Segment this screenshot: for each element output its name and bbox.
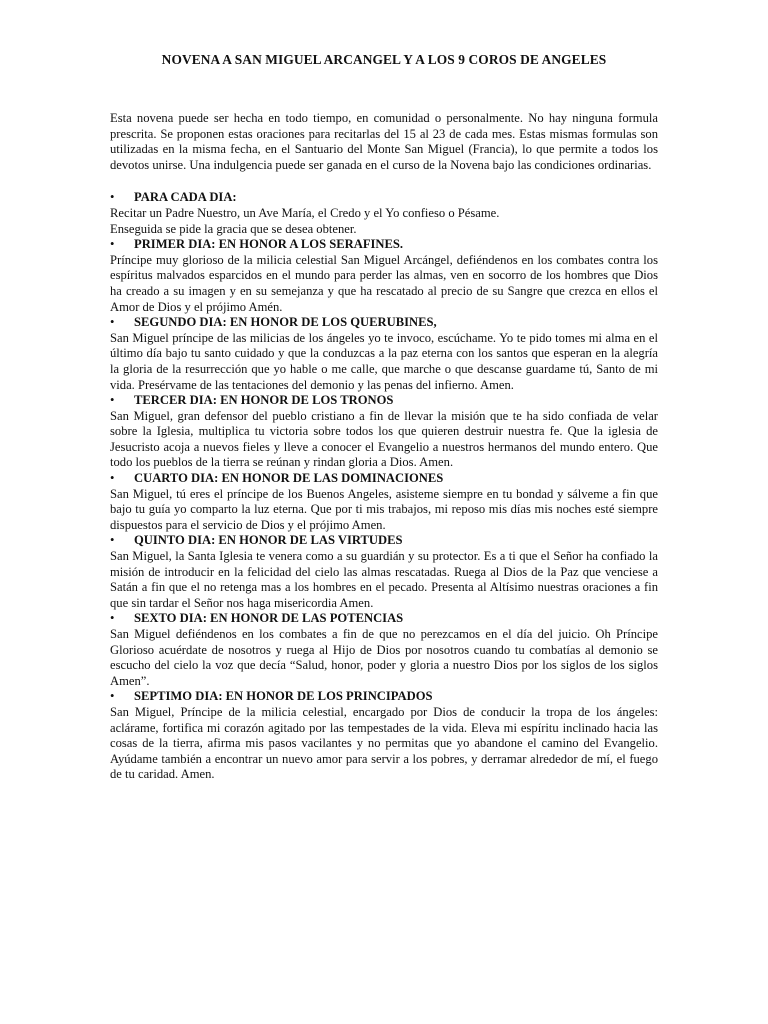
bullet-icon: •	[110, 237, 115, 252]
bullet-icon: •	[110, 533, 115, 548]
section-body: San Miguel, tú eres el príncipe de los Buenos Angeles, asisteme siempre en tu bondad y sálveme a fin que bajo tu guía yo comparto la luz eterna. Que por ti mis trabajos, mi reposo mis días mis noches esté siempre dispuestos para el servicio de Dios y el prójimo Amen.	[110, 486, 658, 532]
section-heading	[110, 393, 658, 409]
section-body: San Miguel, gran defensor del pueblo cristiano a fin de llevar la misión que te ha sido confiada de velar sobre la Iglesia, multiplica tu victoria sobre todos los que quieren destruir nuestra fe. Que la iglesia de Jesucristo acoja a nuevos fieles y lleve a conocer el Evangelio a nuestros hermanos del mundo entero. Que todo los pueblos de la tierra se reúnan y rindan gloria a Dios. Amen.	[110, 408, 658, 470]
section-heading-text: SEXTO DIA: EN HONOR DE LAS POTENCIAS	[134, 611, 404, 626]
section-tercer-dia	[110, 393, 658, 471]
bullet-icon: •	[110, 611, 115, 626]
section-heading	[110, 315, 658, 331]
section-heading-text: SEGUNDO DIA: EN HONOR DE LOS QUERUBINES,	[134, 315, 437, 330]
section-line: Recitar un Padre Nuestro, un Ave María, el Credo y el Yo confieso o Pésame.	[110, 205, 500, 220]
document-body	[110, 111, 658, 783]
section-heading-text: PARA CADA DIA:	[134, 190, 237, 205]
section-body: San Miguel defiéndenos en los combates a fin de que no perezcamos en el día del juicio. Oh Príncipe Glorioso acuérdate de nosotros y ruega al Hijo de Dios por nosotros cuando tu combatías al demonio se escucho del cielo la voz que decía “Salud, honor, poder y gloria a nuestro Dios por los siglos de los siglos Amen”.	[110, 627, 658, 688]
section-body: Príncipe muy glorioso de la milicia celestial San Miguel Arcángel, defiéndenos en los combates contra los espíritus malvados esparcidos en el mundo para perder las almas, ven en socorro de los hombres que Dios ha creado a su imagen y en su semejanza y que ha rescatado al precio de su Sangre que crezca en ellos el Amor de Dios y el prójimo Amén.	[110, 252, 658, 314]
section-heading-text: QUINTO DIA: EN HONOR DE LAS VIRTUDES	[134, 533, 403, 548]
section-cuarto-dia	[110, 471, 658, 533]
bullet-icon: •	[110, 190, 115, 205]
section-heading	[110, 471, 658, 487]
section-primer-dia	[110, 237, 658, 315]
section-para-cada-dia	[110, 190, 658, 237]
bullet-icon: •	[110, 393, 115, 408]
bullet-icon: •	[110, 315, 115, 330]
section-line: Enseguida se pide la gracia que se desea obtener.	[110, 221, 357, 236]
section-heading-text: PRIMER DIA: EN HONOR A LOS SERAFINES.	[134, 237, 404, 252]
section-heading-text: TERCER DIA: EN HONOR DE LOS TRONOS	[134, 393, 394, 408]
section-sexto-dia	[110, 611, 658, 689]
intro-paragraph: Esta novena puede ser hecha en todo tiempo, en comunidad o personalmente. No hay ninguna formula prescrita. Se proponen estas oraciones para recitarlas del 15 al 23 de cada mes. Estas mismas formulas son utilizadas en la misma fecha, en el Santuario del Monte San Miguel (Francia), lo que permite a todos los devotos unirse. Una indulgencia puede ser ganada en el curso de la Novena bajo las condiciones ordinarias.	[110, 111, 658, 172]
page-title: NOVENA A SAN MIGUEL ARCANGEL Y A LOS 9 COROS DE ANGELES	[161, 52, 607, 67]
section-heading	[110, 689, 658, 705]
section-quinto-dia	[110, 533, 658, 611]
section-heading	[110, 611, 658, 627]
section-heading	[110, 237, 658, 253]
section-segundo-dia	[110, 315, 658, 393]
bullet-icon: •	[110, 471, 115, 486]
section-heading	[110, 533, 658, 549]
section-heading-text: CUARTO DIA: EN HONOR DE LAS DOMINACIONES	[134, 471, 444, 486]
section-body: San Miguel, Príncipe de la milicia celestial, encargado por Dios de conducir la tropa de los ángeles: aclárame, fortifica mi corazón agitado por las tempestades de la vida. Eleva mi espíritu inclinado hacia las cosas de la tierra, afirma mis pasos vacilantes y no permitas que yo abandone el camino del Evangelio. Ayúdame también a encontrar un nuevo amor para servir a los pobres, y derramar alrededor de mí, el fuego de tu caridad. Amen.	[110, 704, 658, 782]
section-heading	[110, 190, 658, 206]
section-body: San Miguel príncipe de las milicias de los ángeles yo te invoco, escúchame. Yo te pido tomes mi alma en el último día bajo tu santo cuidado y que la conduzcas a la paz eterna con los santos que esperan en la alegría la gloria de la resurrección que yo hable o me calle, que marche o que descanse guardame tú, Santo de mi vida. Presérvame de las tentaciones del demonio y las penas del infierno. Amen.	[110, 330, 658, 392]
bullet-icon: •	[110, 689, 115, 704]
section-heading-text: SEPTIMO DIA: EN HONOR DE LOS PRINCIPADOS	[134, 689, 433, 704]
section-septimo-dia	[110, 689, 658, 783]
section-body: San Miguel, la Santa Iglesia te venera como a su guardián y su protector. Es a ti que el Señor ha confiado la misión de introducir en la felicidad del cielo las almas rescatadas. Ruega al Dios de la Paz que venciese a Satán a fin que el no retenga mas a los hombres en el pecado. Presenta al Altísimo nuestras oraciones a fin que sin tardar el Señor nos haga misericordia Amen.	[110, 549, 658, 610]
